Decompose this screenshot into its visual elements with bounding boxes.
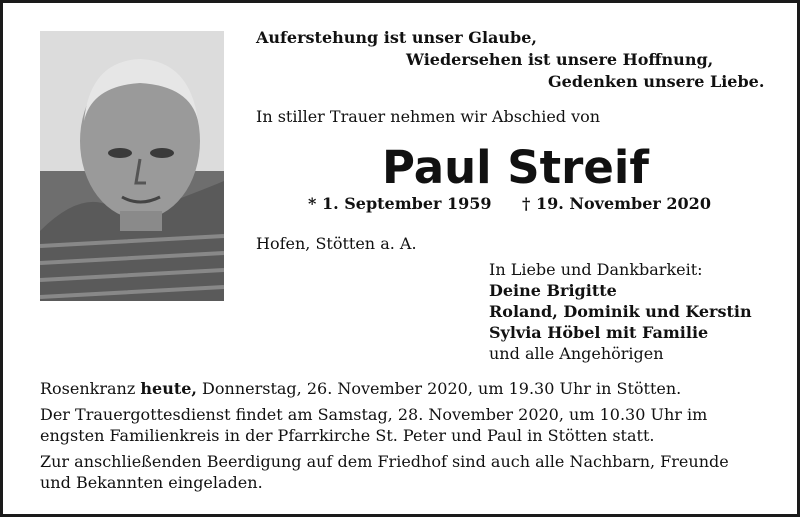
burial-notice-line-1: Zur anschließenden Beerdigung auf dem Friedhof sind auch alle Nachbarn, Freunde [40,452,729,471]
motto-line-2: Wiedersehen ist unsere Hoffnung, [406,50,714,69]
mourners-intro: In Liebe und Dankbarkeit: [489,260,703,279]
rosary-today: heute, [140,379,197,398]
mass-notice-line-2: engsten Familienkreis in der Pfarrkirche St. Peter und Paul in Stötten statt. [40,426,655,445]
mourner-line-1: Deine Brigitte [489,281,617,300]
rosary-prefix: Rosenkranz [40,379,141,398]
deceased-name: Paul Streif [382,141,649,194]
birth-date: * 1. September 1959 [308,194,492,213]
burial-notice-line-2: und Bekannten eingeladen. [40,473,263,492]
motto-line-3: Gedenken unsere Liebe. [548,72,765,91]
portrait-photo [40,31,224,301]
mourner-line-4: und alle Angehörigen [489,344,664,363]
rosary-notice [40,378,681,399]
mourner-line-3: Sylvia Höbel mit Familie [489,323,709,342]
mourner-line-2: Roland, Dominik und Kerstin [489,302,752,321]
location-text: Hofen, Stötten a. A. [256,234,417,253]
mass-notice-line-1: Der Trauergottesdienst findet am Samstag, 28. November 2020, um 10.30 Uhr im [40,405,708,424]
intro-text: In stiller Trauer nehmen wir Abschied von [256,107,601,126]
rosary-details: Donnerstag, 26. November 2020, um 19.30 Uhr in Stötten. [196,379,682,398]
death-date: † 19. November 2020 [522,194,711,213]
motto-line-1: Auferstehung ist unser Glaube, [256,28,537,47]
portrait-image [40,31,224,301]
